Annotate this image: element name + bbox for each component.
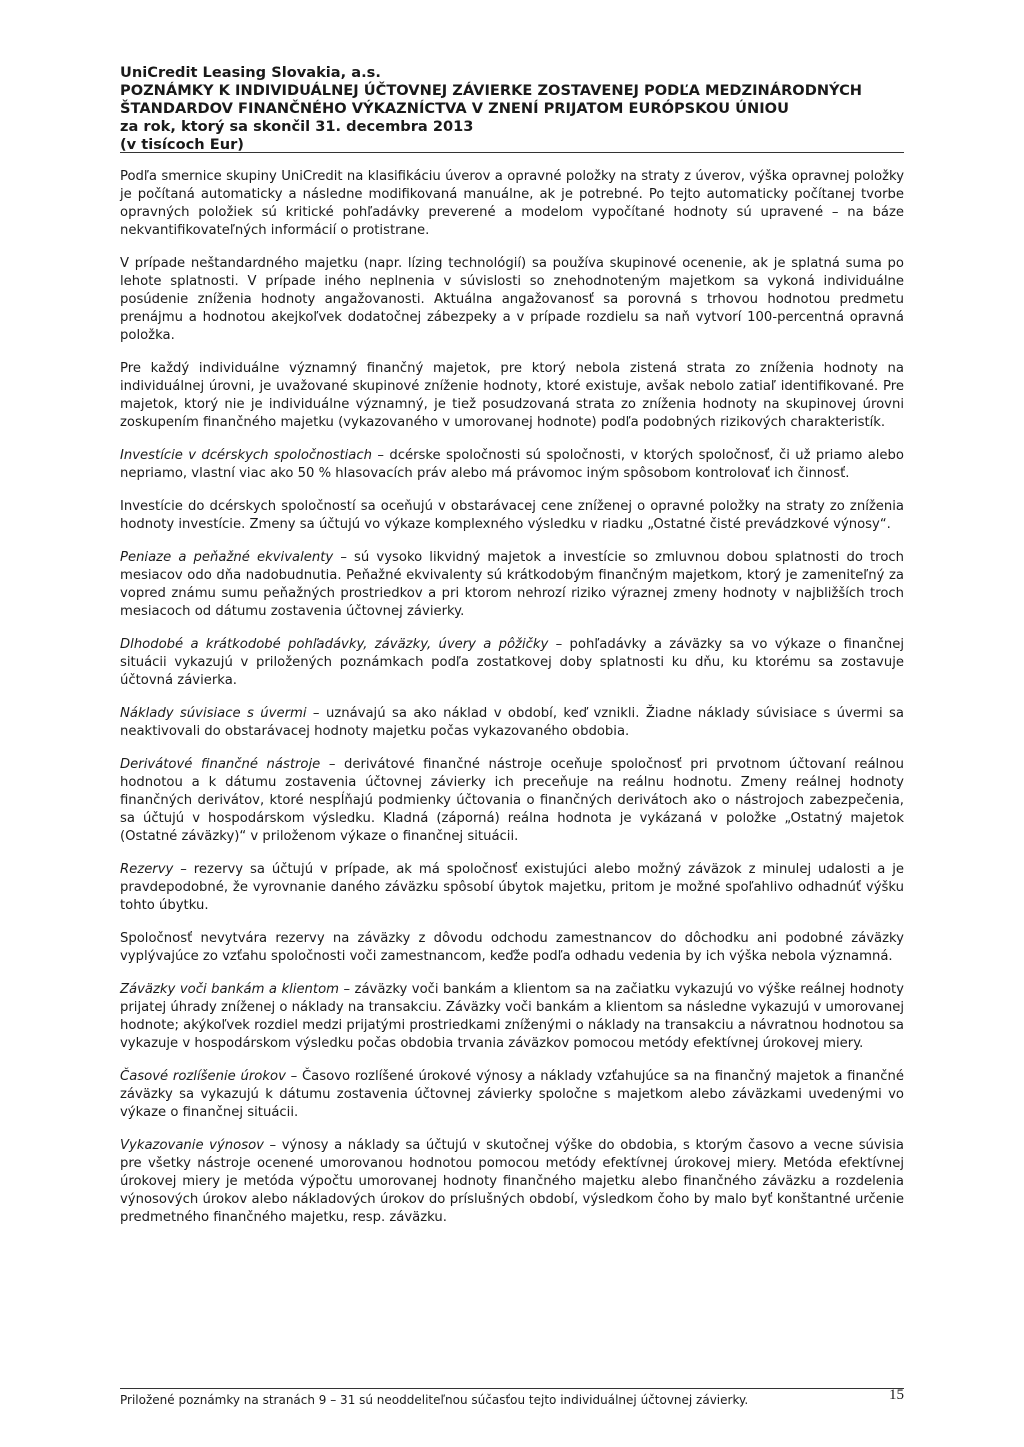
paragraph-term: Časové rozlíšenie úrokov: [120, 1069, 286, 1084]
paragraph-term: Záväzky voči bankám a klientom: [120, 982, 340, 997]
reporting-period: za rok, ktorý sa skončil 31. decembra 2013: [120, 118, 474, 135]
paragraph-text: Podľa smernice skupiny UniCredit na klasifikáciu úverov a opravné položky na straty z úverov, výška opravnej položky je počítaná automaticky a následne modifikovaná manuálne, ak je potrebné. Po tejto automaticky počítanej tvorbe opravných položiek sú kritické pohľadávky preverené a modelom vypočítané hodnoty sú upravené – na báze nekvantifikovateľných informácií o protistrane.: [120, 169, 904, 238]
paragraph: [120, 255, 904, 345]
paragraph-text: Spoločnosť nevytvára rezervy na záväzky z dôvodu odchodu zamestnancov do dôchodku ani podobné záväzky vyplývajúce zo vzťahu spoločnosti voči zamestnancom, keďže podľa odhadu vedenia by ich výška nebola významná.: [120, 931, 904, 964]
currency-note: (v tisícoch Eur): [120, 136, 244, 153]
paragraph: [120, 549, 904, 621]
paragraph: [120, 981, 904, 1053]
paragraph-term: Dlhodobé a krátkodobé pohľadávky, záväzky, úvery a pôžičky: [120, 637, 549, 652]
paragraph-term: Peniaze a peňažné ekvivalenty: [120, 550, 334, 565]
paragraph: [120, 705, 904, 741]
paragraph-text: – výnosy a náklady sa účtujú v skutočnej výške do obdobia, s ktorým časovo a vecne súvisia pre všetky nástroje ocenené umorovanou hodnotou pomocou metódy efektívnej úrokovej miery. Metóda efektívnej úrokovej miery je metóda výpočtu umorovanej hodnoty finančného majetku alebo finančného záväzku a rozdelenia výnosových úrokov alebo nákladových úrokov do príslušných období, výsledkom čoho by malo byť konštantné určenie predmetného finančného majetku, resp. záväzku.: [120, 1138, 905, 1225]
paragraph-text: – rezervy sa účtujú v prípade, ak má spoločnosť existujúci alebo možný záväzok z minulej udalosti a je pravdepodobné, že vyrovnanie daného záväzku spôsobí úbytok majetku, pritom je možné spoľahlivo odhadnúť výšku tohto úbytku.: [120, 862, 904, 913]
paragraph: [120, 498, 904, 534]
paragraph: [120, 636, 904, 690]
paragraph-text: Pre každý individuálne významný finančný majetok, pre ktorý nebola zistená strata zo zníženia hodnoty na individuálnej úrovni, je uvažované skupinové zníženie hodnoty, ktoré existuje, avšak nebolo zatiaľ identifikované. Pre majetok, ktorý nie je individuálne významný, je tiež posudzovaná strata zo zníženia hodnoty na skupinovej úrovni zoskupením finančného majetku (vykazovaného v umorovanej hodnote) podľa podobných rizikových charakteristík.: [120, 361, 904, 430]
paragraph: [120, 447, 904, 483]
paragraph: [120, 930, 904, 966]
body-text: [120, 168, 904, 1242]
paragraph: [120, 1137, 904, 1227]
paragraph: [120, 1068, 904, 1122]
page-header: [120, 64, 904, 154]
paragraph-term: Investície v dcérskych spoločnostiach: [120, 448, 372, 463]
paragraph-term: Derivátové finančné nástroje: [120, 757, 321, 772]
paragraph-text: V prípade neštandardného majetku (napr. lízing technológií) sa používa skupinové ocenenie, ak je splatná suma po lehote splatnosti. V prípade iného neplnenia v súvislosti so znehodnoteným majetkom sa vykoná individuálne posúdenie zníženia hodnoty angažovanosti. Aktuálna angažovanosť sa porovná s trhovou hodnotou predmetu prenájmu a hodnotou akejkoľvek dodatočnej zábezpeky a v prípade rozdielu sa naň vytvorí 100-percentná opravná položka.: [120, 256, 904, 343]
paragraph-term: Náklady súvisiace s úvermi: [120, 706, 307, 721]
paragraph-text: – sú vysoko likvidný majetok a investície so zmluvnou dobou splatnosti do troch mesiacov odo dňa nadobudnutia. Peňažné ekvivalenty sú krátkodobým finančným majetkom, ktorý je zameniteľný za vopred známu sumu peňažných prostriedkov a pri ktorom nehrozí riziko výraznej zmeny hodnoty v najbližších troch mesiacoch od dátumu zostavenia účtovnej závierky.: [120, 550, 904, 619]
paragraph-text: – derivátové finančné nástroje oceňuje spoločnosť pri prvotnom účtovaní reálnou hodnotou a k dátumu zostavenia účtovnej závierky ich preceňuje na reálnu hodnotu. Zmeny reálnej hodnoty finančných derivátov, ktoré nespĺňajú podmienky účtovania o finančných derivátoch ako o nástrojoch zabezpečenia, sa účtujú v hospodárskom výsledku. Kladná (záporná) reálna hodnota je vykázaná v položke „Ostatný majetok (Ostatné záväzky)“ v priloženom výkaze o finančnej situácii.: [120, 757, 904, 844]
paragraph: [120, 360, 904, 432]
paragraph: [120, 861, 904, 915]
paragraph-text: – Časovo rozlíšené úrokové výnosy a náklady vzťahujúce sa na finančný majetok a finančné záväzky sa vykazujú k dátumu zostavenia účtovnej závierky spoločne s majetkom alebo záväzkami uvedenými vo výkaze o finančnej situácii.: [120, 1069, 904, 1120]
paragraph-term: Rezervy: [120, 862, 174, 877]
paragraph-text: – pohľadávky a záväzky sa vo výkaze o finančnej situácii vykazujú v priložených poznámkach podľa zostatkovej doby splatnosti ku dňu, ku ktorému sa zostavuje účtovná závierka.: [120, 637, 904, 688]
document-title-line-1: POZNÁMKY K INDIVIDUÁLNEJ ÚČTOVNEJ ZÁVIERKE ZOSTAVENEJ PODĽA MEDZINÁRODNÝCH: [120, 82, 863, 99]
document-title-line-2: ŠTANDARDOV FINANČNÉHO VÝKAZNÍCTVA V ZNENÍ PRIJATOM EURÓPSKOU ÚNIOU: [120, 100, 789, 117]
page-number: 15: [889, 1387, 904, 1403]
paragraph-text: Investície do dcérskych spoločností sa oceňujú v obstarávacej cene zníženej o opravné položky na straty zo zníženia hodnoty investície. Zmeny sa účtujú vo výkaze komplexného výsledku v riadku „Ostatné čisté prevádzkové výnosy“.: [120, 499, 904, 532]
company-name: UniCredit Leasing Slovakia, a.s.: [120, 64, 381, 81]
header-divider: [120, 152, 904, 153]
footer-divider: [120, 1388, 904, 1389]
paragraph: [120, 168, 904, 240]
paragraph: [120, 756, 904, 846]
paragraph-term: Vykazovanie výnosov: [120, 1138, 264, 1153]
footer-note: Priložené poznámky na stranách 9 – 31 sú neoddeliteľnou súčasťou tejto individuálnej účtovnej závierky.: [120, 1393, 749, 1407]
paragraph-text: – uznávajú sa ako náklad v období, keď vznikli. Žiadne náklady súvisiace s úvermi sa neaktivovali do obstarávacej hodnoty majetku počas vykazovaného obdobia.: [120, 706, 904, 739]
paragraph-text: – dcérske spoločnosti sú spoločnosti, v ktorých spoločnosť, či už priamo alebo nepriamo, vlastní viac ako 50 % hlasovacích práv alebo má právomoc iným spôsobom kontrolovať ich činnosť.: [120, 448, 904, 481]
paragraph-text: – záväzky voči bankám a klientom sa na začiatku vykazujú vo výške reálnej hodnoty prijatej úhrady zníženej o náklady na transakciu. Záväzky voči bankám a klientom sa následne vykazujú v umorovanej hodnote; akýkoľvek rozdiel medzi prijatými prostriedkami zníženými o náklady na transakciu a návratnou hodnotou sa vykazuje v hospodárskom výsledku počas obdobia trvania záväzkov pomocou metódy efektívnej úrokovej miery.: [120, 982, 904, 1051]
